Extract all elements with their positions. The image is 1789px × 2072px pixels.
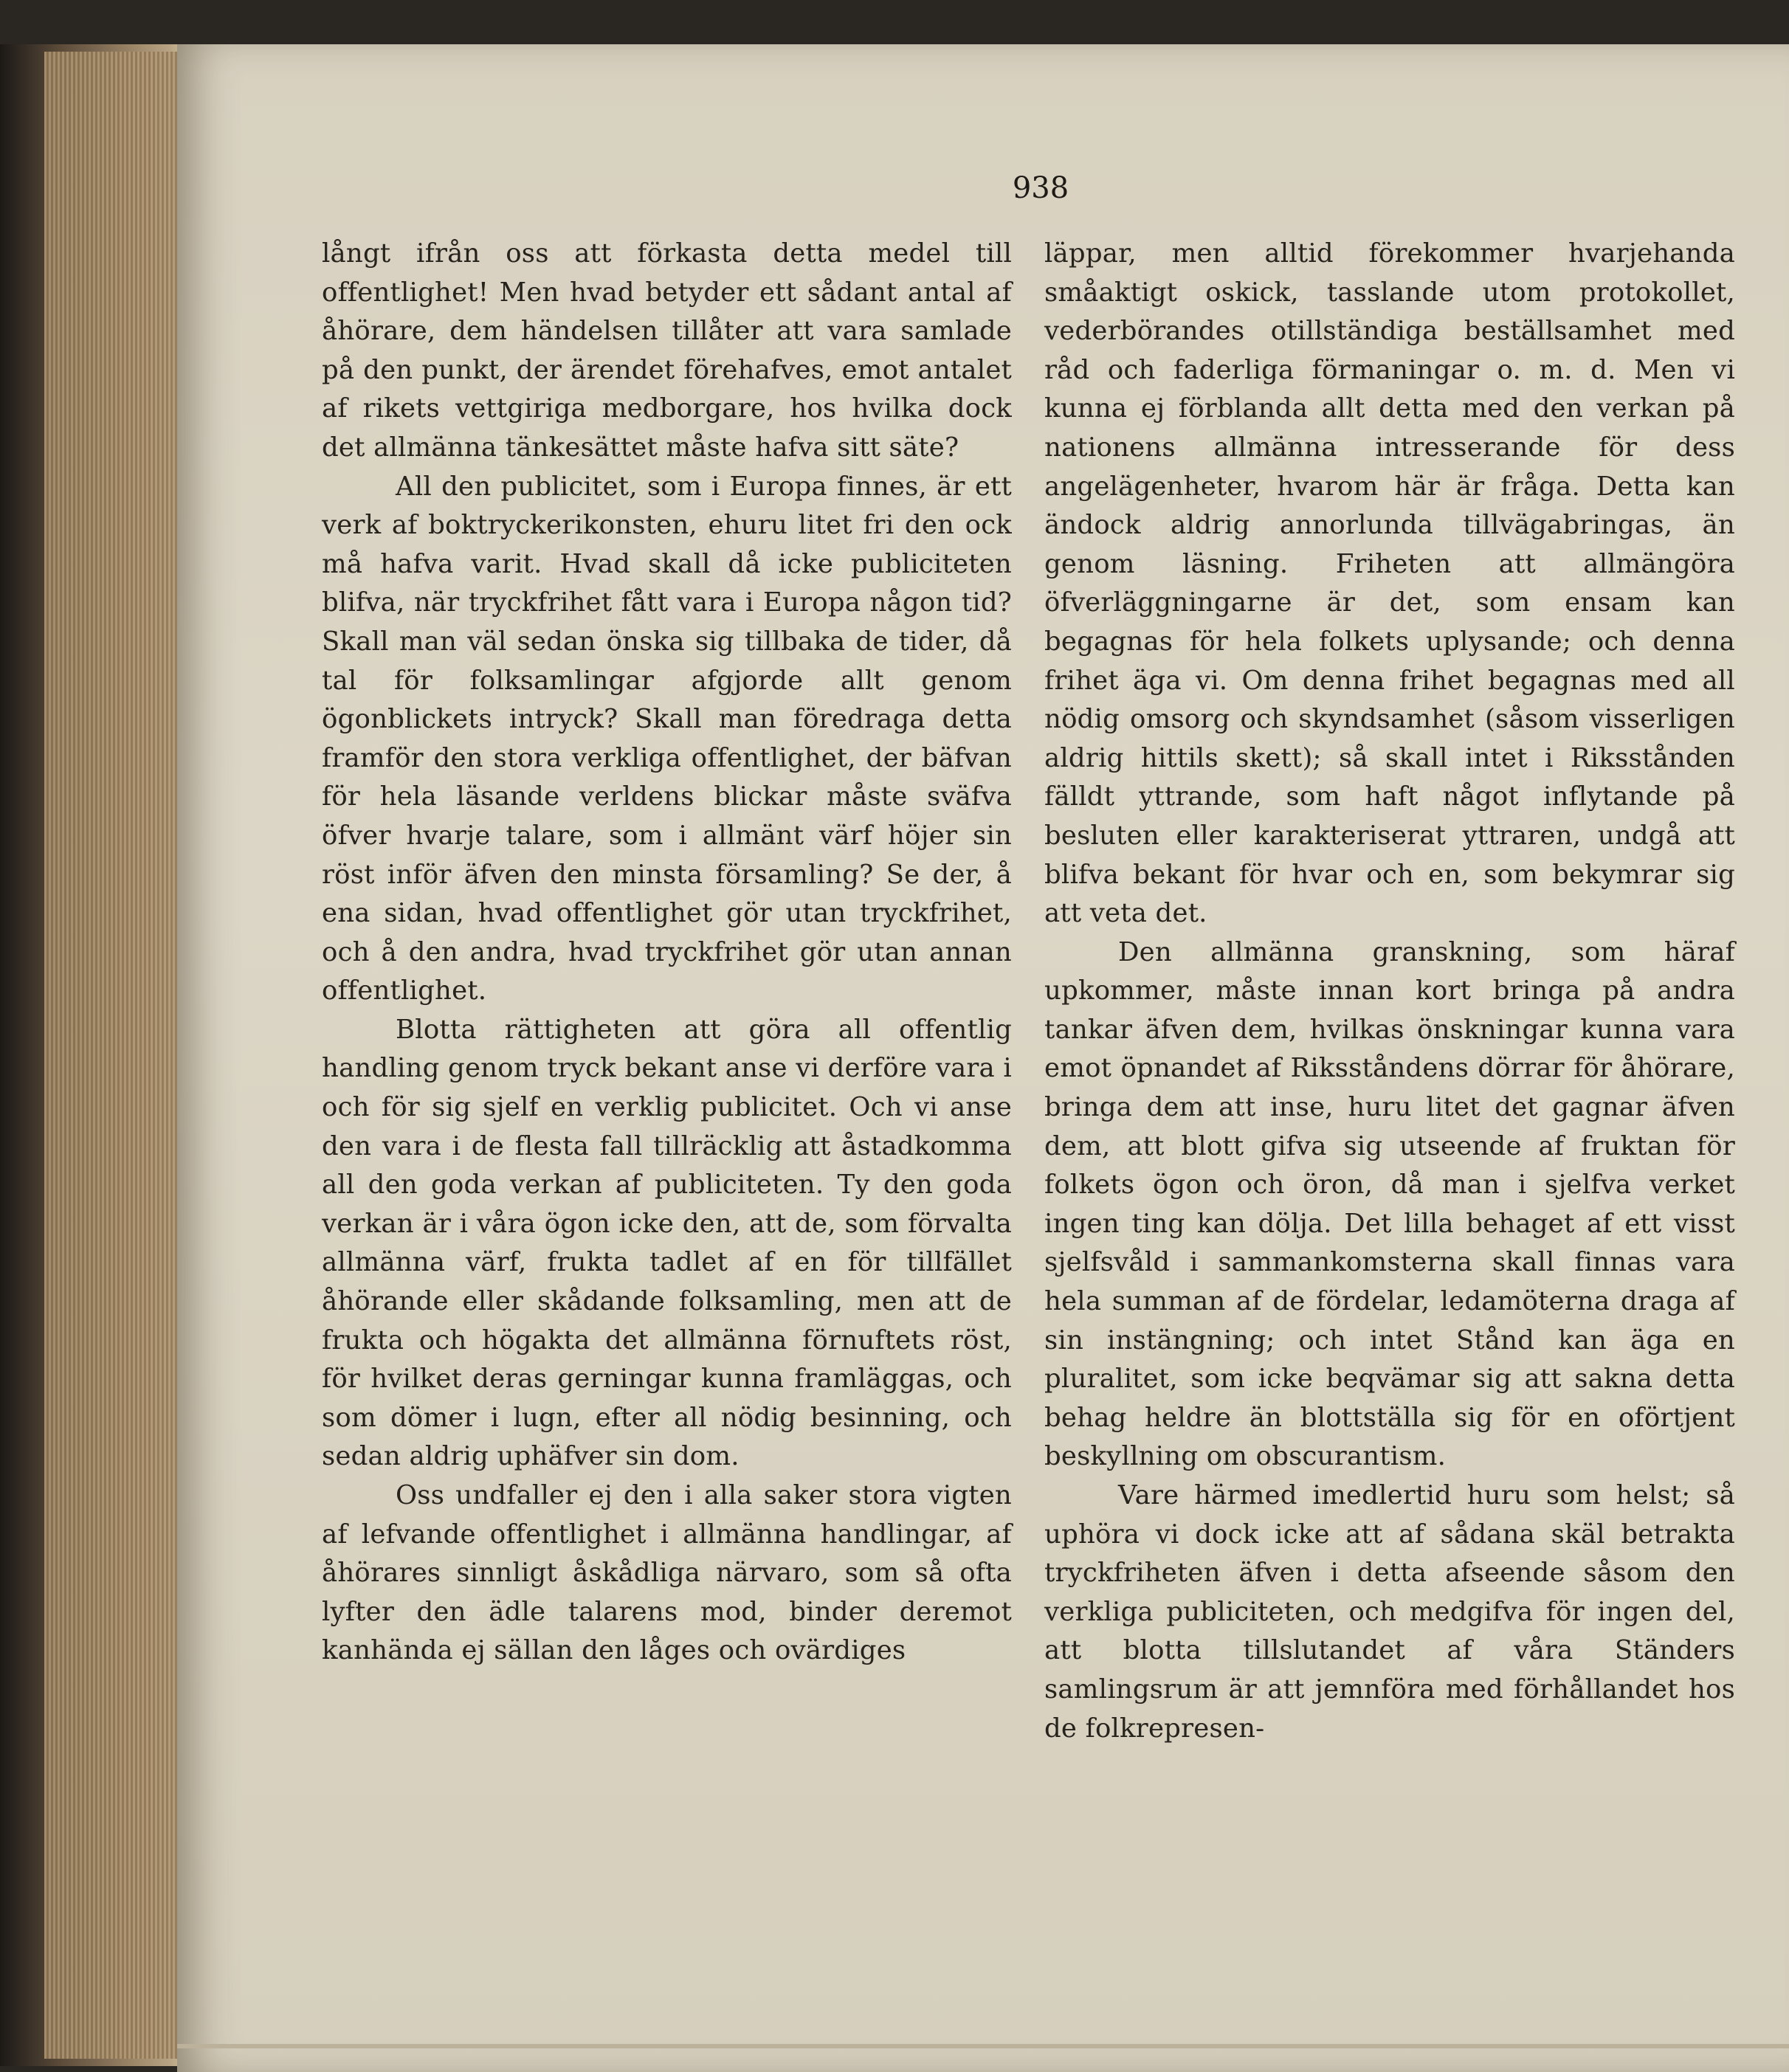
paragraph: All den publicitet, som i Europa finnes, är ett verk af boktryckerikonsten, ehuru litet fri den ock må hafva varit. Hvad skall då icke publiciteten blifva, när tryckfrihet fått vara i Europa någon tid? Skall man väl sedan önska sig tillbaka de tider, då tal för folksamlingar afgjorde allt genom ögonblickets intryck? Skall man föredraga detta framför den stora verkliga offentlighet, der bäfvan för hela läsande verldens blickar måste sväfva öfver hvarje talare, som i allmänt värf höjer sin röst inför äfven den minsta församling? Se der, å ena sidan, hvad offentlighet gör utan tryckfrihet, och å den andra, hvad tryckfrihet gör utan annan offentlighet.	[322, 471, 1012, 1006]
left-text-column	[322, 235, 1012, 1671]
paragraph: läppar, men alltid förekommer hvarjehanda småaktigt oskick, tasslande utom protokollet, vederbörandes otillständiga beställsamhet med råd och faderliga förmaningar o. m. d. Men vi kunna ej förblanda allt detta med den verkan på nationens allmänna intresserande för dess angelägenheter, hvarom här är fråga. Detta kan ändock aldrig annorlunda tillvägabringas, än genom läsning. Friheten att allmängöra öfverläggningarne är det, som ensam kan begagnas för hela folkets uplysande; och denna frihet äga vi. Om denna frihet begagnas med all nödig omsorg och skyndsamhet (såsom visserligen aldrig hittils skett); så skall intet i Riksstånden fälldt yttrande, som haft något inflytande på besluten eller karakteriserat yttraren, undgå att blifva bekant för hvar och en, som bekymrar sig att veta det.	[1044, 238, 1735, 929]
paragraph: Vare härmed imedlertid huru som helst; så uphöra vi dock icke att af sådana skäl betrakta tryckfriheten äfven i detta afseende såsom den verkliga publiciteten, och medgifva för ingen del, att blotta tillslutandet af våra Ständers samlingsrum är att jemnföra med förhållandet hos de folkrepresen-	[1044, 1480, 1735, 1744]
page-number: 938	[1012, 171, 1069, 205]
paragraph: Den allmänna granskning, som häraf upkommer, måste innan kort bringa på andra tankar äfven dem, hvilkas önskningar kunna vara emot öpnandet af Riksståndens dörrar för åhörare, bringa dem att inse, huru litet det gagnar äfven dem, att blott gifva sig utseende af fruktan för folkets ögon och öron, då man i sjelfva verket ingen ting kan dölja. Det lilla behaget af ett visst sjelfsvåld i sammankomsterna skall finnas vara hela summan af de fördelar, ledamöterna draga af sin instängning; och intet Stånd kan äga en pluralitet, som icke beqvämar sig att sakna detta behag heldre än blottställa sig för en oförtjent beskyllning om obscurantism.	[1044, 936, 1735, 1472]
paragraph: Blotta rättigheten att göra all offentlig handling genom tryck bekant anse vi derföre vara i och för sig sjelf en verklig publicitet. Och vi anse den vara i de flesta fall tillräcklig att åstadkomma all den goda verkan af publiciteten. Ty den goda verkan är i våra ögon icke den, att de, som förvalta allmänna värf, frukta tadlet af en för tillfället åhörande eller skådande folksamling, men att de frukta och högakta det allmänna förnuftets röst, för hvilket deras gerningar kunna framläggas, och som dömer i lugn, efter all nödig besinning, och sedan aldrig uphäfver sin dom.	[322, 1014, 1012, 1472]
page-bottom-edge	[177, 2044, 1789, 2048]
paragraph: Oss undfaller ej den i alla saker stora vigten af lefvande offentlighet i allmänna handlingar, af åhörares sinnligt åskådliga närvaro, som så ofta lyfter den ädle talarens mod, binder deremot kanhända ej sällan den låges och ovärdiges	[322, 1480, 1012, 1666]
right-text-column	[1044, 235, 1735, 1748]
page-edges	[44, 52, 192, 2059]
paragraph: långt ifrån oss att förkasta detta medel till offentlighet! Men hvad betyder ett sådant antal af åhörare, dem händelsen tillåter att vara samlade på den punkt, der ärendet förehafves, emot antalet af rikets vettgiriga medborgare, hos hvilka dock det allmänna tänkesättet måste hafva sitt säte?	[322, 238, 1012, 463]
